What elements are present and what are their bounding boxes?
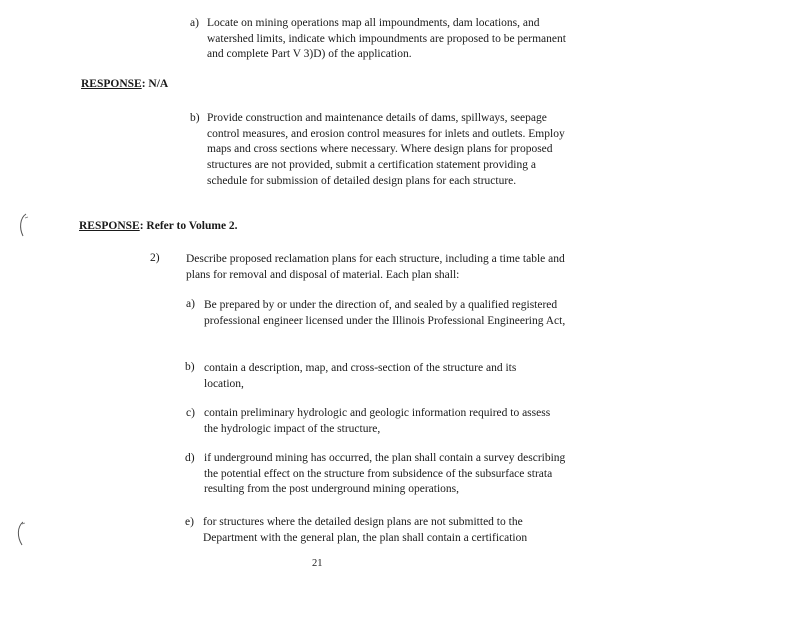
subitem-e-label: e) (185, 516, 194, 528)
item-a-label: a) (190, 17, 199, 29)
response-value: : N/A (141, 78, 169, 90)
item-b-text: Provide construction and maintenance details of dams, spillways, seepage control measures, and erosion control measures for inlets and outlets. Employ maps and cross sections where necessary. Where design plans for proposed structures are not provided, submit a certification statement providing a schedule for submission of detailed design plans for each structure. (207, 112, 565, 187)
subitem-b-label: b) (185, 361, 195, 373)
subitem-c-label: c) (186, 407, 195, 419)
subitem-e-text: for structures where the detailed design plans are not submitted to the Department with the general plan, the plan shall contain a certification (203, 516, 528, 544)
page-number: 21 (312, 558, 323, 569)
response-na (81, 77, 168, 93)
subitem-b-text: contain a description, map, and cross-section of the structure and its location, (204, 362, 517, 390)
response-heading: RESPONSE (81, 78, 142, 90)
item-a-text: Locate on mining operations map all impoundments, dam locations, and watershed limits, indicate which impoundments are proposed to be permanent and complete Part V 3)D) of the application. (207, 17, 566, 61)
response-heading: RESPONSE (79, 220, 140, 232)
subitem-d-text: if underground mining has occurred, the plan shall contain a survey describing the potential effect on the structure from subsidence of the subsurface strata resulting from the post underground mining operations, (204, 452, 566, 496)
margin-mark (16, 212, 30, 240)
response-volume (79, 219, 238, 235)
item-2-label: 2) (150, 252, 160, 264)
item-2-text: Describe proposed reclamation plans for each structure, including a time table and plans for removal and disposal of material. Each plan shall: (186, 253, 565, 281)
subitem-d-label: d) (185, 452, 195, 464)
subitem-a-label: a) (186, 298, 195, 310)
response-value: : Refer to Volume 2. (139, 220, 238, 232)
subitem-a-text: Be prepared by or under the direction of, and sealed by a qualified registered professional engineer licensed under the Illinois Professional Engineering Act, (204, 299, 566, 327)
subitem-c-text: contain preliminary hydrologic and geologic information required to assess the hydrologic impact of the structure, (204, 407, 551, 435)
margin-mark (14, 520, 28, 548)
item-b-label: b) (190, 112, 200, 124)
